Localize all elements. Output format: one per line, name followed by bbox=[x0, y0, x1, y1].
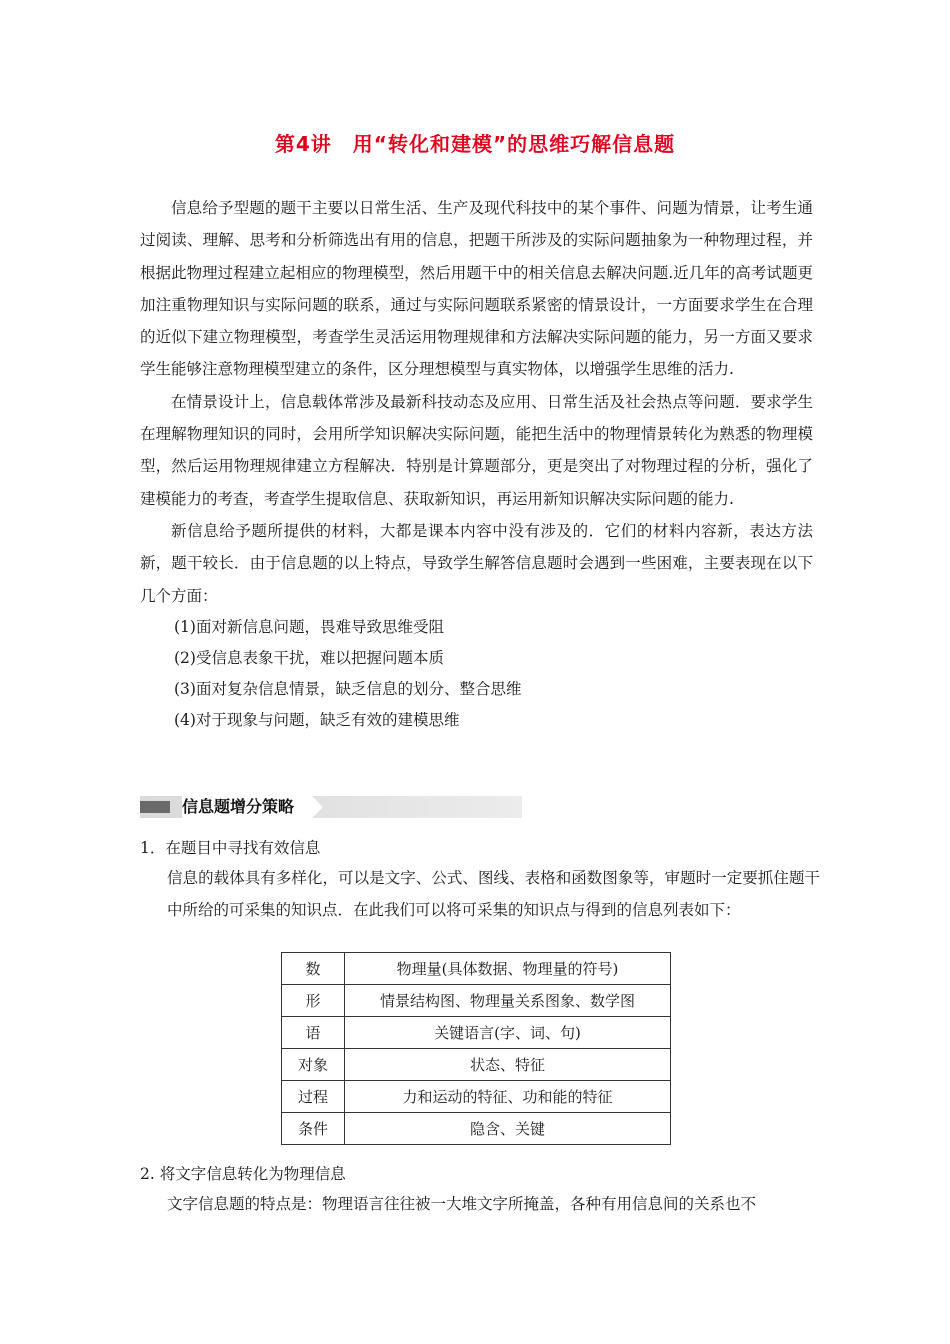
strategy-2-heading: 2. 将文字信息转化为物理信息 bbox=[140, 1165, 346, 1183]
table-value: 力和运动的特征、功和能的特征 bbox=[345, 1081, 671, 1113]
difficulty-item-4: (4)对于现象与问题，缺乏有效的建模思维 bbox=[174, 710, 460, 729]
table-key: 形 bbox=[282, 985, 345, 1017]
table-value: 隐含、关键 bbox=[345, 1113, 671, 1145]
table-value: 状态、特征 bbox=[345, 1049, 671, 1081]
difficulty-item-3: (3)面对复杂信息情景，缺乏信息的划分、整合思维 bbox=[174, 679, 522, 698]
table-key: 语 bbox=[282, 1017, 345, 1049]
info-table bbox=[281, 952, 671, 1145]
strategy-1 bbox=[140, 834, 820, 926]
intro-paragraph-1: 信息给予型题的题干主要以日常生活、生产及现代科技中的某个事件、问题为情景，让考生通过阅读、理解、思考和分析筛选出有用的信息，把题干所涉及的实际问题抽象为一种物理过程，并根据此物理过程建立起相应的物理模型，然后用题干中的相关信息去解决问题.近几年的高考试题更加注重物理知识与实际问题的联系，通过与实际问题联系紧密的情景设计，一方面要求学生在合理的近似下建立物理模型，考查学生灵活运用物理规律和方法解决实际问题的能力，另一方面又要求学生能够注意物理模型建立的条件，区分理想模型与真实物体，以增强学生思维的活力. bbox=[140, 199, 813, 379]
table-value: 物理量(具体数据、物理量的符号) bbox=[345, 953, 671, 985]
section-marker-icon bbox=[140, 801, 170, 813]
section-heading: 信息题增分策略 bbox=[182, 796, 312, 818]
table-key: 过程 bbox=[282, 1081, 345, 1113]
intro-section bbox=[140, 192, 813, 736]
intro-paragraph-2: 在情景设计上，信息载体常涉及最新科技动态及应用、日常生活及社会热点等问题．要求学生在理解物理知识的同时，会用所学知识解决实际问题，能把生活中的物理情景转化为熟悉的物理模型，然后运用物理规律建立方程解决．特别是计算题部分，更是突出了对物理过程的分析，强化了建模能力的考查，考查学生提取信息、获取新知识，再运用新知识解决实际问题的能力. bbox=[140, 392, 813, 508]
difficulty-item-2: (2)受信息表象干扰，难以把握问题本质 bbox=[174, 648, 444, 667]
table-key: 数 bbox=[282, 953, 345, 985]
strategy-2 bbox=[140, 1160, 820, 1220]
page-title: 第4讲 用“转化和建模”的思维巧解信息题 bbox=[274, 132, 676, 156]
strategy-2-body: 文字信息题的特点是：物理语言往往被一大堆文字所掩盖，各种有用信息间的关系也不 bbox=[167, 1195, 757, 1213]
table-value: 关键语言(字、词、句) bbox=[345, 1017, 671, 1049]
table-key: 对象 bbox=[282, 1049, 345, 1081]
table-row bbox=[282, 1081, 671, 1113]
difficulty-item-1: (1)面对新信息问题，畏难导致思维受阻 bbox=[174, 617, 444, 636]
section-heading-bar bbox=[140, 796, 522, 818]
table-key: 条件 bbox=[282, 1113, 345, 1145]
table-row bbox=[282, 985, 671, 1017]
intro-paragraph-3: 新信息给予题所提供的材料，大都是课本内容中没有涉及的．它们的材料内容新，表达方法新，题干较长．由于信息题的以上特点，导致学生解答信息题时会遇到一些困难，主要表现在以下几个方面： bbox=[140, 521, 813, 605]
strategy-1-heading: 1．在题目中寻找有效信息 bbox=[140, 839, 321, 857]
table-row bbox=[282, 1049, 671, 1081]
strategy-1-body: 信息的载体具有多样化，可以是文字、公式、图线、表格和函数图象等，审题时一定要抓住题干中所给的可采集的知识点．在此我们可以将可采集的知识点与得到的信息列表如下： bbox=[167, 869, 820, 919]
table-row bbox=[282, 1017, 671, 1049]
table-row bbox=[282, 953, 671, 985]
table-row bbox=[282, 1113, 671, 1145]
table-value: 情景结构图、物理量关系图象、数学图 bbox=[345, 985, 671, 1017]
